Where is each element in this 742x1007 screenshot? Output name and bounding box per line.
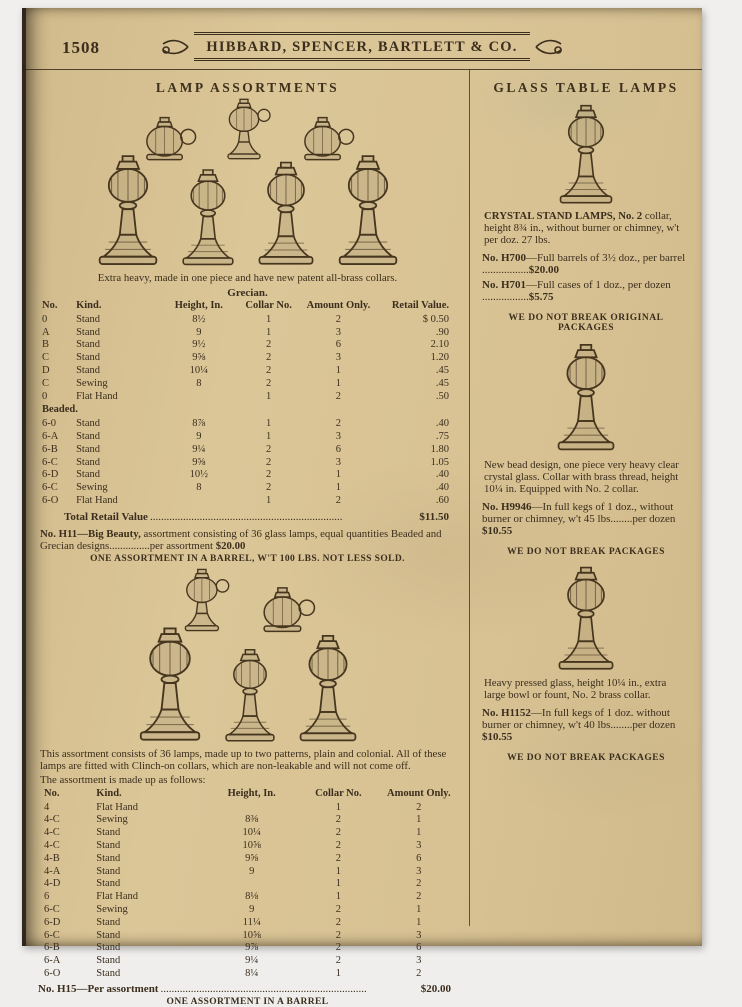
table-cell: 2 [416, 801, 422, 813]
table-cell: 6-D [42, 469, 59, 481]
table-cell: 9⅝ [192, 352, 206, 364]
table-cell: Stand [96, 827, 121, 839]
second-assortment-description: This assortment consists of 36 lamps, made up to two patterns, plain and colonial. All of these lamps are fitted with Clinch-on collars, which are non-leakable and will not come off. [40, 747, 447, 772]
table-cell: 3 [335, 326, 342, 338]
grecian-label: Grecian. [227, 287, 268, 299]
table-cell: 4-B [44, 852, 60, 864]
table-cell: 6 [416, 852, 422, 864]
col-header: Amount Only. [306, 300, 371, 311]
table-cell: D [42, 364, 50, 376]
assortment-follows-label: The assortment is made up as follows: [40, 773, 206, 786]
h15-assortment-line [38, 983, 451, 995]
table-cell: 1.05 [430, 456, 449, 468]
table-row [36, 352, 459, 365]
lamp-assortment-illustration-1 [36, 98, 459, 268]
crystal-stand-lamp-icon [557, 104, 615, 206]
table-cell: 2 [416, 967, 422, 979]
table-cell: 1 [266, 430, 272, 442]
table-cell: Sewing [96, 903, 128, 915]
table-cell: Stand [96, 878, 121, 890]
table-row [36, 853, 459, 866]
table-row [36, 942, 459, 955]
table-cell: 1 [335, 377, 342, 389]
table-row [36, 827, 459, 840]
col-header: Kind. [96, 787, 122, 799]
dot-leader: ...................................................................... [149, 510, 343, 523]
table-cell: 3 [335, 456, 342, 468]
table-cell [205, 802, 298, 815]
table-cell: 9 [249, 865, 255, 877]
stand-lamp-icon [96, 154, 160, 268]
table-cell: 6-C [44, 929, 60, 941]
h15-price: $20.00 [420, 982, 451, 995]
table-cell: 9⅝ [245, 852, 259, 864]
table-cell: 2 [335, 942, 342, 954]
table-cell: $ 0.50 [422, 313, 449, 325]
item-h1152-number: No. H1152 [482, 707, 531, 719]
table-cell: 2.10 [430, 339, 449, 351]
table-cell: Stand [96, 967, 121, 979]
table-cell: Stand [76, 469, 100, 481]
sewing-lamp-icon [220, 98, 276, 162]
table-cell: Stand [76, 352, 100, 364]
beaded-subhead [36, 403, 459, 418]
table-cell: 6-D [44, 916, 61, 928]
table-cell: 2 [335, 313, 342, 325]
table-row [36, 339, 459, 352]
table-row [36, 378, 459, 391]
table-cell: B [42, 339, 50, 351]
table-cell: Stand [96, 955, 121, 967]
table-cell: .90 [435, 326, 449, 338]
table-cell: 9⅝ [192, 456, 206, 468]
table-row [36, 955, 459, 968]
table-cell: 3 [416, 955, 422, 967]
table-cell: 2 [266, 352, 272, 364]
table-cell: 9¼ [245, 955, 259, 967]
table-cell: 2 [266, 482, 272, 494]
item-h701-number: No. H701 [482, 279, 526, 291]
table-cell: Stand [96, 839, 121, 851]
table-cell: Stand [76, 418, 100, 430]
table-cell: 6-C [42, 482, 58, 494]
table-cell: Stand [96, 852, 121, 864]
table-cell: 1 [266, 326, 272, 338]
table-cell: Stand [96, 929, 121, 941]
table-cell: Stand [76, 456, 100, 468]
table-row [36, 444, 459, 457]
table-cell: 6 [416, 942, 422, 954]
stand-lamp-icon [336, 154, 400, 268]
item-h701-text: —Full cases of 1 doz., per dozen ................. [482, 279, 671, 303]
table-row [36, 930, 459, 943]
table-cell: 3 [335, 352, 342, 364]
catalog-paper [22, 8, 702, 1007]
table-cell: A [42, 326, 50, 338]
table-cell: 4-C [44, 839, 60, 851]
table-cell: 3 [416, 929, 422, 941]
item-h701 [482, 279, 690, 303]
stand-lamp-icon [297, 634, 359, 744]
table-row [36, 917, 459, 930]
table-cell: Stand [76, 364, 100, 376]
table-cell: Flat Hand [76, 494, 118, 506]
table-cell: 2 [416, 878, 422, 890]
assortment-makeup-table [36, 787, 459, 981]
assortment-rows [36, 802, 459, 981]
col-header: Kind. [76, 300, 102, 311]
crystal-stand-lamps-description [484, 210, 688, 246]
banner-ornament-right [534, 37, 564, 57]
stand-lamp-icon [223, 648, 277, 744]
table-cell: 6 [335, 443, 342, 455]
table-cell: 4 [44, 801, 50, 813]
table-cell: 6-A [44, 955, 61, 967]
h15-text: —Per assortment [76, 982, 159, 995]
no-break-note-3: WE DO NOT BREAK PACKAGES [507, 753, 665, 763]
table-cell: 2 [335, 903, 342, 915]
table-cell: 2 [266, 469, 272, 481]
table-cell: 2 [335, 916, 342, 928]
item-h1152-price: $10.55 [482, 731, 513, 743]
h11-text: assortment consisting of 36 glass lamps, equal quantities Beaded and Grecian designs...............per assortment [40, 527, 442, 552]
table-cell: 6-O [42, 494, 59, 506]
table-row [36, 866, 459, 879]
table-cell: 2 [416, 891, 422, 903]
table-cell: 3 [416, 839, 422, 851]
item-h9946-text: —In full kegs of 1 doz., without burner or chimney, w't 45 lbs........per dozen [482, 501, 676, 525]
table-cell: 10¼ [242, 827, 261, 839]
left-section-title: LAMP ASSORTMENTS [155, 80, 340, 95]
pressed-glass-description: Heavy pressed glass, height 10¼ in., extra large bowl or fount, No. 2 brass collar. [484, 677, 667, 701]
table-cell: 6 [335, 339, 342, 351]
table-cell: Stand [76, 339, 100, 351]
table-cell: 10½ [189, 469, 209, 481]
total-value: $11.50 [419, 510, 449, 523]
table-row [36, 457, 459, 470]
table-cell: .45 [435, 377, 449, 389]
item-h700-price: $20.00 [528, 264, 559, 276]
table-cell: 3 [416, 865, 422, 877]
h15-packing-note: ONE ASSORTMENT IN A BARREL [166, 996, 329, 1007]
table-row [36, 431, 459, 444]
col-header: No. [44, 787, 60, 799]
table-cell [163, 495, 235, 508]
stand-lamp-icon [137, 626, 203, 744]
table-cell: 1 [266, 313, 272, 325]
bead-design-description: New bead design, one piece very heavy clear crystal glass. Collar with brass thread, height 10¼ in. Equipped with No. 2 collar. [484, 459, 679, 495]
table-cell: .45 [435, 364, 449, 376]
table-cell: C [42, 352, 50, 364]
table-cell: 6-O [44, 967, 61, 979]
table-cell: Sewing [96, 814, 128, 826]
table-cell: 1 [416, 814, 422, 826]
table-cell: 6-C [42, 456, 58, 468]
table-cell: Flat Hand [96, 801, 138, 813]
lamp-illustration-row [96, 154, 400, 268]
table-cell: 2 [335, 839, 342, 851]
table-cell: 8⅜ [245, 814, 259, 826]
item-h1152-text: —In full kegs of 1 doz. without burner or chimney, w't 40 lbs........per dozen [482, 707, 676, 731]
table-cell: 9 [249, 903, 255, 915]
no-break-original-note: WE DO NOT BREAK ORIGINAL PACKAGES [508, 313, 664, 333]
publisher-banner [132, 32, 592, 61]
table-cell: 6-0 [42, 418, 56, 430]
table-cell [205, 878, 298, 891]
table-cell: 10¼ [189, 364, 209, 376]
table-cell: 1 [335, 469, 342, 481]
banner-ornament-left [160, 37, 190, 57]
table-row [36, 840, 459, 853]
table-cell: Sewing [76, 377, 108, 389]
table-cell: 9¼ [192, 443, 206, 455]
h11-number: No. H11—Big Beauty, [40, 527, 141, 540]
table-cell: 4-A [44, 865, 61, 877]
table-row [36, 314, 459, 327]
table-cell: 2 [335, 955, 342, 967]
table-header [36, 787, 459, 802]
table-cell: Stand [96, 865, 121, 877]
item-h700 [482, 252, 690, 276]
table-cell [163, 391, 235, 404]
table-cell: 1.80 [430, 443, 449, 455]
table-cell: 1 [266, 494, 272, 506]
lamp-assortment-illustration-2 [36, 568, 459, 744]
sewing-lamp-icon [177, 568, 235, 634]
table-cell: 9 [196, 430, 202, 442]
table-cell: Stand [96, 942, 121, 954]
left-column [22, 70, 470, 1007]
table-cell: .75 [435, 430, 449, 442]
lamp-illustration-row [137, 626, 359, 744]
lamp-illustration-row [177, 568, 319, 634]
table-row [36, 482, 459, 495]
table-cell: 2 [266, 339, 272, 351]
table-row [36, 968, 459, 981]
beaded-label: Beaded. [42, 404, 78, 416]
table-row [36, 365, 459, 378]
right-column [470, 70, 702, 926]
table-row [36, 391, 459, 404]
table-cell: 10⅝ [242, 929, 261, 941]
table-cell: 11¼ [242, 916, 261, 928]
table-cell: 2 [335, 827, 342, 839]
table-cell: 4-C [44, 814, 60, 826]
table-cell: 2 [266, 364, 272, 376]
table-cell: .60 [435, 494, 449, 506]
table-row [36, 802, 459, 815]
table-cell: 2 [335, 929, 342, 941]
right-section-title: GLASS TABLE LAMPS [493, 80, 679, 95]
table-cell: 1 [335, 364, 342, 376]
table-cell: 8½ [192, 313, 206, 325]
pressed-glass-lamp-icon [556, 565, 616, 673]
table-cell: Flat Hand [96, 891, 138, 903]
item-h700-text: —Full barrels of 3½ doz., per barrel ................. [482, 252, 686, 276]
table-cell: 4-D [44, 878, 61, 890]
table-row [36, 904, 459, 917]
bead-design-lamp-icon [555, 341, 617, 455]
table-cell: 2 [266, 377, 272, 389]
table-cell: 1 [335, 865, 342, 877]
table-cell: 9 [196, 326, 202, 338]
table-cell: 6-B [42, 443, 58, 455]
item-h9946-price: $10.55 [482, 525, 513, 537]
crystal-stand-lamps-text: collar, height 8¾ in., without burner or chimney, w't per doz. 27 lbs. [484, 210, 680, 246]
item-h701-price: $5.75 [528, 291, 554, 303]
table-cell: 1 [416, 903, 422, 915]
table-cell: 8⅞ [192, 418, 206, 430]
stand-lamp-icon [256, 160, 316, 268]
page-columns [22, 70, 702, 1007]
table-cell: .40 [435, 418, 449, 430]
table-cell: 8⅛ [245, 891, 259, 903]
beaded-rows [36, 418, 459, 508]
table-cell: .40 [435, 469, 449, 481]
table-cell: 1 [335, 801, 342, 813]
table-cell: 6-C [44, 903, 60, 915]
table-cell: 8 [196, 377, 202, 389]
no-break-note-2: WE DO NOT BREAK PACKAGES [507, 547, 665, 557]
table-cell: Stand [76, 430, 100, 442]
table-cell: 9⅞ [245, 942, 259, 954]
table-row [36, 327, 459, 340]
table-cell: Stand [96, 916, 121, 928]
stand-lamp-icon [180, 168, 236, 268]
assortment-intro: Extra heavy, made in one piece and have new patent all-brass collars. [97, 272, 398, 284]
table-cell: Stand [76, 443, 100, 455]
table-cell: 1 [335, 482, 342, 494]
table-cell: 1 [335, 891, 342, 903]
crystal-stand-lamps-lead: CRYSTAL STAND LAMPS, No. 2 [484, 210, 643, 222]
table-cell: 1 [266, 418, 272, 430]
h11-packing-note: ONE ASSORTMENT IN A BARREL, W'T 100 LBS. NOT LESS SOLD. [90, 553, 405, 564]
table-cell: Stand [76, 313, 100, 325]
item-h1152 [482, 707, 690, 743]
table-cell: C [42, 377, 50, 389]
h11-assortment-line [40, 528, 455, 552]
table-header [36, 299, 459, 314]
item-h9946 [482, 501, 690, 537]
h11-price: $20.00 [215, 539, 246, 552]
table-cell: 6-B [44, 942, 60, 954]
table-cell: 1 [416, 827, 422, 839]
table-cell: 8 [196, 482, 202, 494]
table-row [36, 891, 459, 904]
table-cell: .40 [435, 482, 449, 494]
table-cell: 10⅝ [242, 839, 261, 851]
col-header: Amount Only. [386, 787, 451, 799]
table-cell: 8¼ [245, 967, 259, 979]
table-cell: 6 [44, 891, 50, 903]
col-header: Height, In. [174, 300, 223, 311]
lamp-illustration-row [138, 98, 358, 162]
h15-number: No. H15 [38, 982, 77, 995]
page-number: 1508 [62, 38, 100, 57]
table-cell: 2 [335, 390, 342, 402]
banner-frame [194, 32, 529, 61]
table-cell: 2 [266, 456, 272, 468]
table-cell: 2 [335, 814, 342, 826]
table-cell: Flat Hand [76, 390, 118, 402]
table-row [36, 814, 459, 827]
table-cell: 6-A [42, 430, 59, 442]
table-cell: 2 [335, 494, 342, 506]
total-label: Total Retail Value [64, 510, 148, 523]
table-cell: 4-C [44, 827, 60, 839]
grecian-beaded-table [36, 299, 459, 508]
col-header: Collar No. [315, 787, 362, 799]
table-cell: 0 [42, 313, 48, 325]
col-header: Collar No. [245, 300, 292, 311]
col-header: Retail Value. [391, 300, 449, 311]
table-cell: Sewing [76, 482, 108, 494]
table-cell: 9½ [192, 339, 206, 351]
table-cell: 1 [416, 916, 422, 928]
total-retail-value-line [64, 511, 449, 523]
col-header: Height, In. [227, 787, 276, 799]
table-row [36, 469, 459, 482]
col-header: No. [42, 300, 58, 311]
table-cell: Stand [76, 326, 100, 338]
table-cell: 1 [266, 390, 272, 402]
item-h9946-number: No. H9946 [482, 501, 532, 513]
table-cell: 1 [335, 878, 342, 890]
table-cell: 2 [266, 443, 272, 455]
table-cell: 1 [335, 967, 342, 979]
item-h700-number: No. H700 [482, 252, 526, 264]
table-cell: 1.20 [430, 352, 449, 364]
table-row [36, 495, 459, 508]
dot-leader: ........................................................................... [160, 982, 367, 995]
table-cell: 3 [335, 430, 342, 442]
table-cell: .50 [435, 390, 449, 402]
table-cell: 2 [335, 852, 342, 864]
table-row [36, 878, 459, 891]
table-row [36, 418, 459, 431]
table-cell: 2 [335, 418, 342, 430]
publisher-title: HIBBARD, SPENCER, BARTLETT & CO. [206, 39, 518, 55]
table-cell: 0 [42, 390, 48, 402]
grecian-rows [36, 314, 459, 404]
